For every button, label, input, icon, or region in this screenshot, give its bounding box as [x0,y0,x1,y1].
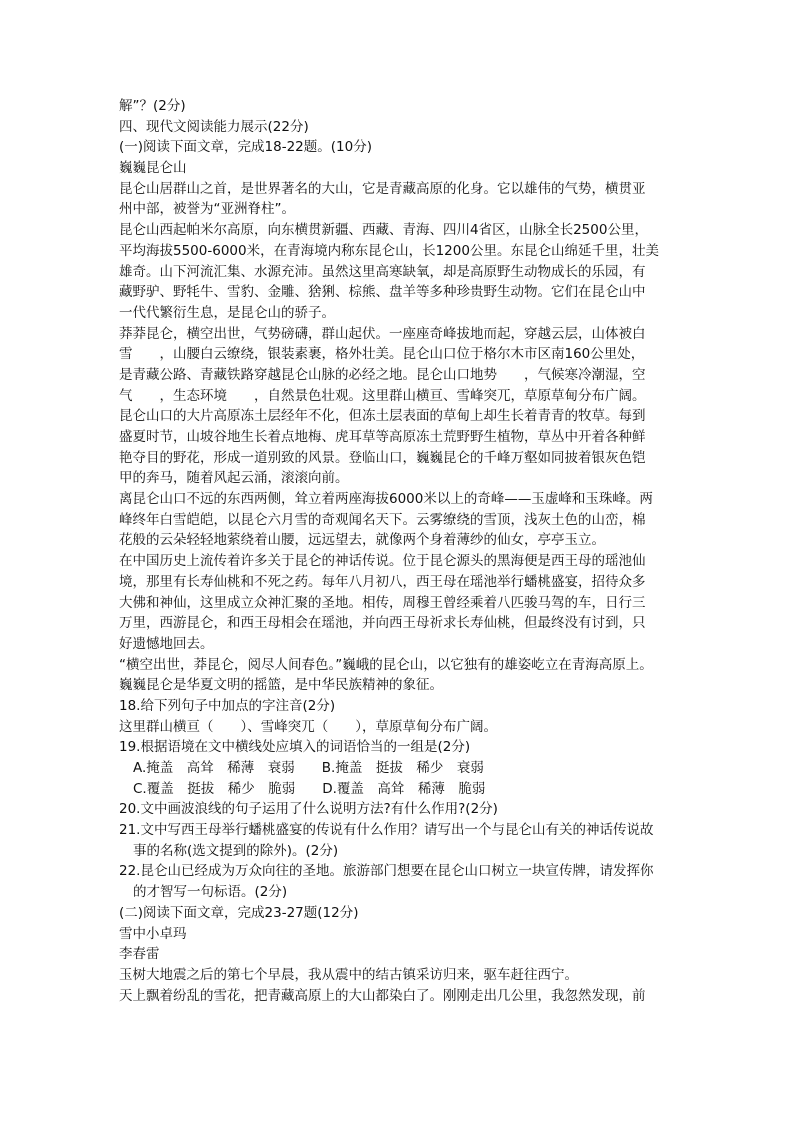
subsection-heading-2: (二)阅读下面文章，完成23-27题(12分) [119,904,359,921]
paragraph-line: “横空出世，莽昆仑，阅尽人间春色。”巍峨的昆仑山，以它独有的雄姿屹立在青海高原上。 [119,656,653,673]
paragraph-line: 盛夏时节，山坡谷地生长着点地梅、虎耳草等高原冻土荒野野生植物，草丛中开着各种鲜 [119,429,646,445]
paragraph-line: 巍巍昆仑是华夏文明的摇篮，是中华民族精神的象征。 [119,677,443,694]
question-18-sentence: 这里群山横亘（ ）、雪峰突兀（ ），草原草甸分布广阔。 [119,718,497,735]
paragraph-line: 昆仑山口的大片高原冻土层经年不化，但冻土层表面的草甸上却生长着青青的牧草。每到 [119,408,646,425]
paragraph-line: 离昆仑山口不远的东西两侧，耸立着两座海拔6000米以上的奇峰——玉虚峰和玉珠峰。两 [119,491,653,508]
paragraph-line: 昆仑山西起帕米尔高原，向东横贯新疆、西藏、青海、四川4省区，山脉全长2500公里， [119,222,648,239]
paragraph-line: 莽莽昆仑，横空出世，气势磅礴，群山起伏。一座座奇峰拔地而起，穿越云层，山体被白 [119,325,646,342]
question-19: 19.根据语境在文中横线处应填入的词语恰当的一组是(2分) [119,739,471,756]
paragraph-line: 雄奇。山下河流汇集、水源充沛。虽然这里高寒缺氧，却是高原野生动物成长的乐园，有 [119,263,646,280]
paragraph-line: 大佛和神仙，这里成立众神汇聚的圣地。相传，周穆王曾经乘着八匹骏马驾的车，日行三 [119,594,646,611]
paragraph-line: 甲的奔马，随着风起云涌，滚滚向前。 [119,470,349,487]
paragraph-line: 峰终年白雪皑皑，以昆仑六月雪的奇观闻名天下。云雾缭绕的雪顶，浅灰土色的山峦，棉 [119,511,646,528]
paragraph-line: 好遗憾地回去。 [119,635,214,652]
paragraph-line: 在中国历史上流传着许多关于昆仑的神话传说。位于昆仑源头的黑海便是西王母的瑶池仙 [119,553,646,570]
paragraph-line: 玉树大地震之后的第七个早晨，我从震中的结古镇采访归来，驱车赶往西宁。 [119,966,578,983]
paragraph-line: 艳夺目的野花，形成一道别致的风景。登临山口，巍巍昆仑的千峰万壑如同披着银灰色铠 [119,449,646,466]
paragraph-line: 州中部，被誉为“亚洲脊柱”。 [119,201,295,218]
article-title-2: 雪中小卓玛 [119,925,187,942]
question-19-options-ab: A.掩盖 高耸 稀薄 衰弱 B.掩盖 挺拔 稀少 衰弱 [133,760,484,776]
document-body [119,96,689,1006]
question-19-options-cd: C.覆盖 挺拔 稀少 脆弱 D.覆盖 高耸 稀薄 脆弱 [133,780,486,797]
section-heading: 四、现代文阅读能力展示(22分) [119,118,309,135]
question-22-continued: 的才智写一句标语。(2分) [133,884,288,901]
paragraph-line: 花般的云朵轻轻地萦绕着山腰，远远望去，就像两个身着薄纱的仙女，亭亭玉立。 [119,532,605,549]
paragraph-line: 境，那里有长寿仙桃和不死之药。每年八月初八，西王母在瑶池举行蟠桃盛宴，招待众多 [119,573,646,590]
paragraph-line: 一代代繁衍生息，是昆仑山的骄子。 [119,304,335,321]
paragraph-line: 万里，西游昆仑，和西王母相会在瑶池，并向西王母祈求长寿仙桃，但最终没有讨到，只 [119,615,646,632]
question-22: 22.昆仑山已经成为万众向往的圣地。旅游部门想要在昆仑山口树立一块宣传牌，请发挥你 [119,863,654,880]
paragraph-line: 藏野驴、野牦牛、雪豹、金雕、猞猁、棕熊、盘羊等多种珍贵野生动物。它们在昆仑山中 [119,284,646,301]
subsection-heading: (一)阅读下面文章，完成18-22题。(10分) [119,139,372,156]
question-21: 21.文中写西王母举行蟠桃盛宴的传说有什么作用？请写出一个与昆仑山有关的神话传说故 [119,822,654,839]
question-18: 18.给下列句子中加点的字注音(2分) [119,697,336,714]
paragraph-line: 平均海拔5500-6000米，在青海境内称东昆仑山，长1200公里。东昆仑山绵延千里，壮美 [119,242,659,259]
article-author: 李春雷 [119,946,160,963]
text-line: 解”？(2分) [119,98,186,114]
article-title: 巍巍昆仑山 [119,160,187,177]
question-21-continued: 事的名称(选文提到的除外)。(2分) [133,842,339,859]
paragraph-line: 天上飘着纷乱的雪花，把青藏高原上的大山都染白了。刚刚走出几公里，我忽然发现，前 [119,987,646,1004]
paragraph-line: 气 ，生态环境 ，自然景色壮观。这里群山横亘、雪峰突兀，草原草甸分布广阔。 [119,387,646,404]
paragraph-line: 雪 ，山腰白云缭绕，银装素裹，格外壮美。昆仑山口位于格尔木市区南160公里处， [119,346,645,363]
paragraph-line: 是青藏公路、青藏铁路穿越昆仑山脉的必经之地。昆仑山口地势 ，气候寒冷潮湿，空 [119,366,646,383]
paragraph-line: 昆仑山居群山之首，是世界著名的大山，它是青藏高原的化身。它以雄伟的气势，横贯亚 [119,180,646,197]
question-20: 20.文中画波浪线的句子运用了什么说明方法?有什么作用?(2分) [119,801,498,818]
